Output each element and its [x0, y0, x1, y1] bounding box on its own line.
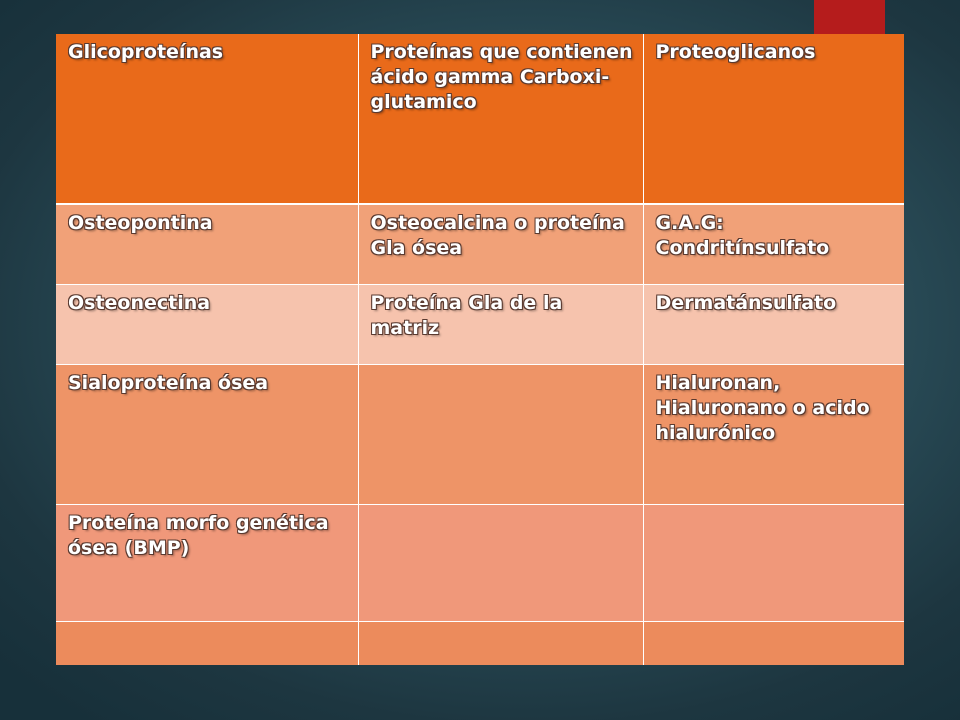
corner-accent-block: [814, 0, 885, 34]
table-cell: Proteína morfo genética ósea (BMP): [56, 504, 358, 621]
table-cell: Osteocalcina o proteína Gla ósea: [358, 204, 643, 284]
table-cell: [358, 621, 643, 665]
header-glicoproteinas: Glicoproteínas: [56, 34, 358, 204]
table-cell: Hialuronan, Hialuronano o acido hialurónico: [643, 364, 904, 504]
table-cell: Osteopontina: [56, 204, 358, 284]
table-cell: [358, 504, 643, 621]
table-row: [56, 284, 904, 364]
table-cell: [643, 504, 904, 621]
table-cell: [358, 364, 643, 504]
header-proteoglicanos: Proteoglicanos: [643, 34, 904, 204]
table-cell: Dermatánsulfato: [643, 284, 904, 364]
table-cell: Sialoproteína ósea: [56, 364, 358, 504]
table-cell: Osteonectina: [56, 284, 358, 364]
table-cell: [56, 621, 358, 665]
table-cell: G.A.G: Condritínsulfato: [643, 204, 904, 284]
protein-classification-table: [56, 34, 904, 665]
table-row: [56, 204, 904, 284]
table-row: [56, 621, 904, 665]
table-row: [56, 364, 904, 504]
table-cell: Proteína Gla de la matriz: [358, 284, 643, 364]
header-proteinas-gla: Proteínas que contienen ácido gamma Carboxi-glutamico: [358, 34, 643, 204]
table-row: [56, 504, 904, 621]
table-cell: [643, 621, 904, 665]
table-header-row: [56, 34, 904, 204]
